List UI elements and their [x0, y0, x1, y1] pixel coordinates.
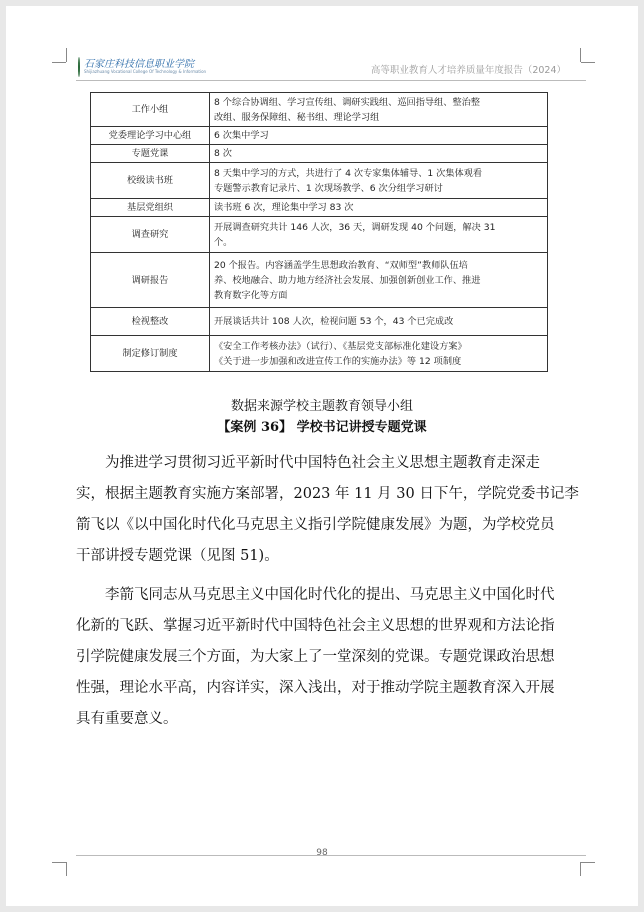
table-source-caption: 数据来源学校主题教育领导小组 — [230, 399, 413, 414]
table-row — [91, 145, 548, 163]
row-content-line: 《安全工作考核办法》（试行）、《基层党支部标准化建设方案》 — [214, 340, 467, 352]
table-row — [91, 163, 548, 199]
row-content-line: 8 天集中学习的方式，共进行了 4 次专家集体辅导、1 次集体观看 — [214, 167, 483, 179]
paragraph-line: 化新的飞跃、掌握习近平新时代中国特色社会主义思想的世界观和方法论指 — [76, 618, 555, 634]
paragraph-line: 为推进学习贯彻习近平新时代中国特色社会主义思想主题教育走深走 — [105, 455, 540, 471]
table-row — [91, 253, 548, 308]
row-content-line: 教育数字化等方面 — [214, 289, 288, 301]
row-content-line: 8 个综合协调组、学习宣传组、调研实践组、巡回指导组、整治整 — [214, 96, 481, 108]
row-content — [210, 217, 548, 253]
row-content-line: 开展调查研究共计 146 人次，36 天，调研发现 40 个问题，解决 31 — [214, 221, 496, 233]
header-divider — [76, 80, 586, 81]
paragraph-line: 引学院健康发展三个方面，为大家上了一堂深刻的党课。专题党课政治思想 — [76, 649, 555, 665]
row-content-line: 养、校地融合、助力地方经济社会发展、加强创新创业工作、推进 — [214, 274, 481, 286]
row-content — [210, 145, 548, 163]
row-content — [210, 93, 548, 127]
college-emblem-icon — [78, 57, 80, 77]
row-label: 调研报告 — [91, 253, 210, 308]
crop-mark — [581, 62, 595, 63]
crop-mark — [52, 862, 66, 863]
report-header-title: 高等职业教育人才培养质量年度报告（2024） — [370, 65, 566, 76]
paragraph-2 — [76, 580, 576, 735]
row-label: 校级读书班 — [91, 163, 210, 199]
row-content — [210, 199, 548, 217]
row-content — [210, 253, 548, 308]
row-content-line: 8 次 — [214, 148, 232, 159]
paragraph-line: 实，根据主题教育实施方案部署，2023 年 11 月 30 日下午，学院党委书记李 — [76, 486, 579, 502]
paragraph-line: 李箭飞同志从马克思主义中国化时代化的提出、马克思主义中国化时代 — [105, 587, 555, 603]
row-label: 调查研究 — [91, 217, 210, 253]
table-row — [91, 199, 548, 217]
page-number: 98 — [316, 848, 328, 858]
college-logo — [78, 56, 207, 78]
crop-mark — [52, 62, 66, 63]
row-content-line: 读书班 6 次，理论集中学习 83 次 — [214, 202, 354, 213]
row-label: 检视整改 — [91, 308, 210, 336]
table-row — [91, 127, 548, 145]
row-content — [210, 163, 548, 199]
row-content — [210, 127, 548, 145]
crop-mark — [66, 48, 67, 62]
statistics-table — [90, 92, 548, 372]
row-label: 基层党组织 — [91, 199, 210, 217]
table-row — [91, 93, 548, 127]
crop-mark — [581, 862, 595, 863]
row-label: 工作小组 — [91, 93, 210, 127]
row-content-line: 专题警示教育记录片、1 次现场教学、6 次分组学习研讨 — [214, 182, 443, 194]
crop-mark — [66, 862, 67, 876]
case-title: 【案例 36】 学校书记讲授专题党课 — [217, 420, 427, 435]
row-label: 专题党课 — [91, 145, 210, 163]
row-content-line: 改组、服务保障组、秘书组、理论学习组 — [214, 111, 380, 123]
crop-mark — [580, 48, 581, 62]
table-row — [91, 336, 548, 372]
row-label: 制定修订制度 — [91, 336, 210, 372]
table-row — [91, 308, 548, 336]
row-content-line: 6 次集中学习 — [214, 130, 269, 141]
paragraph-line: 箭飞以《以中国化时代化马克思主义指引学院健康发展》为题，为学校党员 — [76, 517, 555, 533]
paragraph-line: 具有重要意义。 — [76, 711, 178, 727]
row-label: 党委理论学习中心组 — [91, 127, 210, 145]
logo-chinese-name: 石家庄科技信息职业学院 — [84, 59, 194, 70]
paragraph-line: 干部讲授专题党课（见图 51)。 — [76, 548, 279, 564]
table-row — [91, 217, 548, 253]
logo-english-name: Shijiazhuang Vocational College Of Technology & Information — [84, 69, 207, 74]
paragraph-line: 性强，理论水平高，内容详实，深入浅出，对于推动学院主题教育深入开展 — [76, 680, 555, 696]
row-content-line: 开展谈话共计 108 人次，检视问题 53 个，43 个已完成改 — [214, 316, 454, 327]
row-content-line: 个。 — [214, 236, 233, 248]
crop-mark — [580, 862, 581, 876]
row-content — [210, 308, 548, 336]
row-content-line: 20 个报告。内容涵盖学生思想政治教育、“双师型”教师队伍培 — [214, 259, 468, 271]
paragraph-1 — [76, 448, 579, 572]
row-content — [210, 336, 548, 372]
row-content-line: 《关于进一步加强和改进宣传工作的实施办法》等 12 项制度 — [214, 355, 462, 367]
